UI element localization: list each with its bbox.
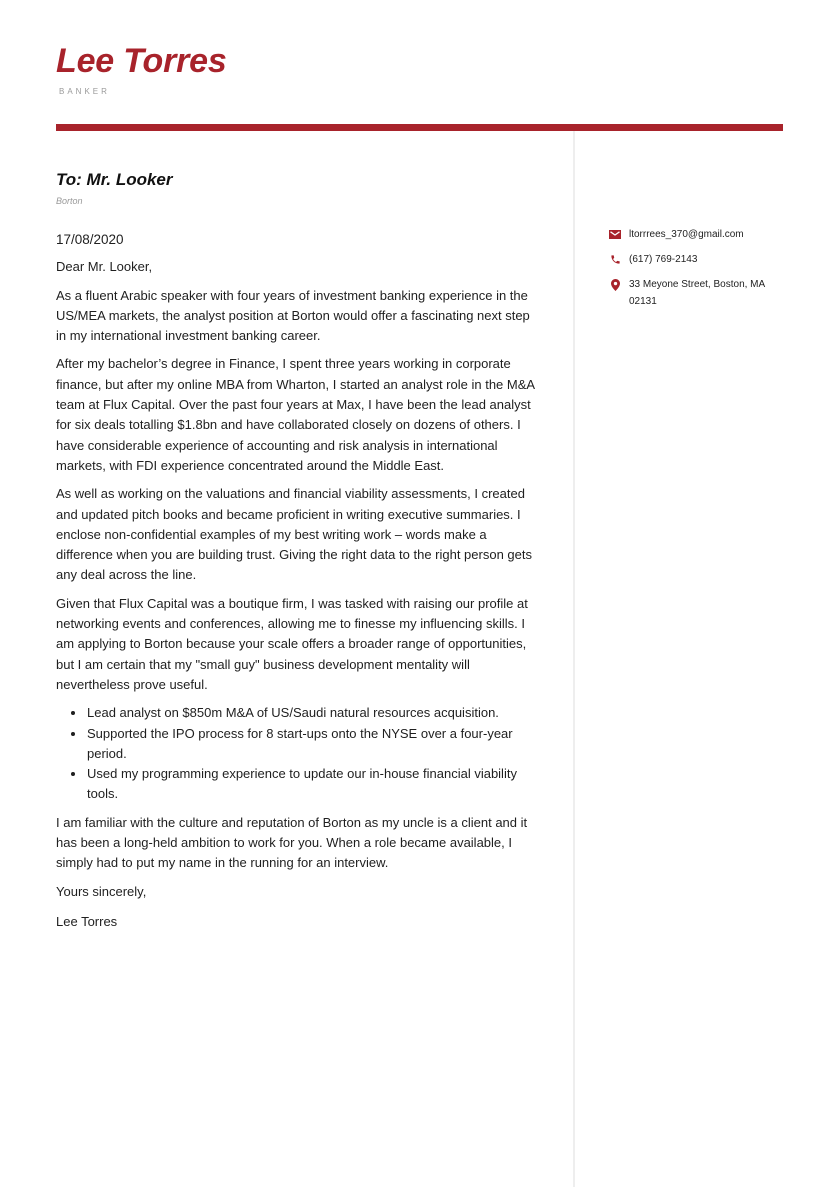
body-paragraph: After my bachelor’s degree in Finance, I spent three years working in corporate finance, but after my online MBA from Wharton, I started an analyst role in the M&A team at Flux Capital. Over the past four years at Max, I have been the lead analyst for six deals totalling $1.8bn and have collaborated closely on dozens of others. I have considerable experience of accounting and risk analysis in international markets, with FDI experience concentrated around the Middle East. <box>56 356 535 473</box>
resume-header <box>56 40 227 98</box>
salutation: Dear Mr. Looker, <box>56 259 153 275</box>
phone-icon <box>609 251 621 268</box>
recipient-line <box>56 168 540 192</box>
letter-body <box>56 168 540 932</box>
achievement-list <box>56 703 540 804</box>
recipient-name: Mr. Looker <box>81 170 173 189</box>
closing-paragraph: I am familiar with the culture and reputation of Borton as my uncle is a client and it has been a long-held ambition to work for you. When a role became available, I simply had to put my name in the running for an interview. <box>56 814 528 871</box>
street-address: 33 Meyone Street, Boston, MA 02131 <box>629 279 765 307</box>
column-divider <box>573 131 575 1187</box>
phone-number[interactable]: (617) 769-2143 <box>629 254 698 265</box>
location-pin-icon <box>609 276 621 293</box>
envelope-icon <box>609 226 621 243</box>
recipient-company: Borton <box>56 196 83 206</box>
applicant-title: BANKER <box>59 87 110 96</box>
contact-phone <box>609 251 789 268</box>
body-paragraph: Given that Flux Capital was a boutique firm, I was tasked with raising our profile at networking events and conferences, allowing me to finesse my influencing skills. I am applying to Borton because your scale offers a broader range of opportunities, but I am certain that my "small guy" business development mentality will nevertheless prove useful. <box>56 595 528 692</box>
achievement-item: • Lead analyst on $850m M&A of US/Saudi natural resources acquisition. <box>86 703 540 723</box>
signature: Lee Torres <box>56 913 118 929</box>
body-paragraph: As a fluent Arabic speaker with four years of investment banking experience in the US/MEA markets, the analyst position at Borton would offer a fascinating next step in my international investment banking career. <box>56 287 530 344</box>
contact-info <box>609 226 789 318</box>
recipient-prefix: To <box>56 170 77 189</box>
email-address[interactable]: ltorrrees_370@gmail.com <box>629 229 744 240</box>
applicant-name: Lee Torres <box>56 42 227 80</box>
letter-date: 17/08/2020 <box>56 232 124 247</box>
achievement-item: • Supported the IPO process for 8 start-ups onto the NYSE over a four-year period. <box>86 724 540 765</box>
achievement-item: • Used my programming experience to update our in-house financial viability tools. <box>86 764 540 805</box>
header-accent-bar <box>56 124 783 131</box>
recipient-separator: : <box>76 170 82 189</box>
contact-address <box>609 276 789 310</box>
contact-email <box>609 226 789 243</box>
closing-line: Yours sincerely, <box>56 883 147 899</box>
body-paragraph: As well as working on the valuations and financial viability assessments, I created and updated pitch books and became proficient in writing executive summaries. I enclose non-confidential examples of my best writing work – words make a difference when you are building trust. Giving the right data to the right person gets any deal across the line. <box>56 486 532 583</box>
